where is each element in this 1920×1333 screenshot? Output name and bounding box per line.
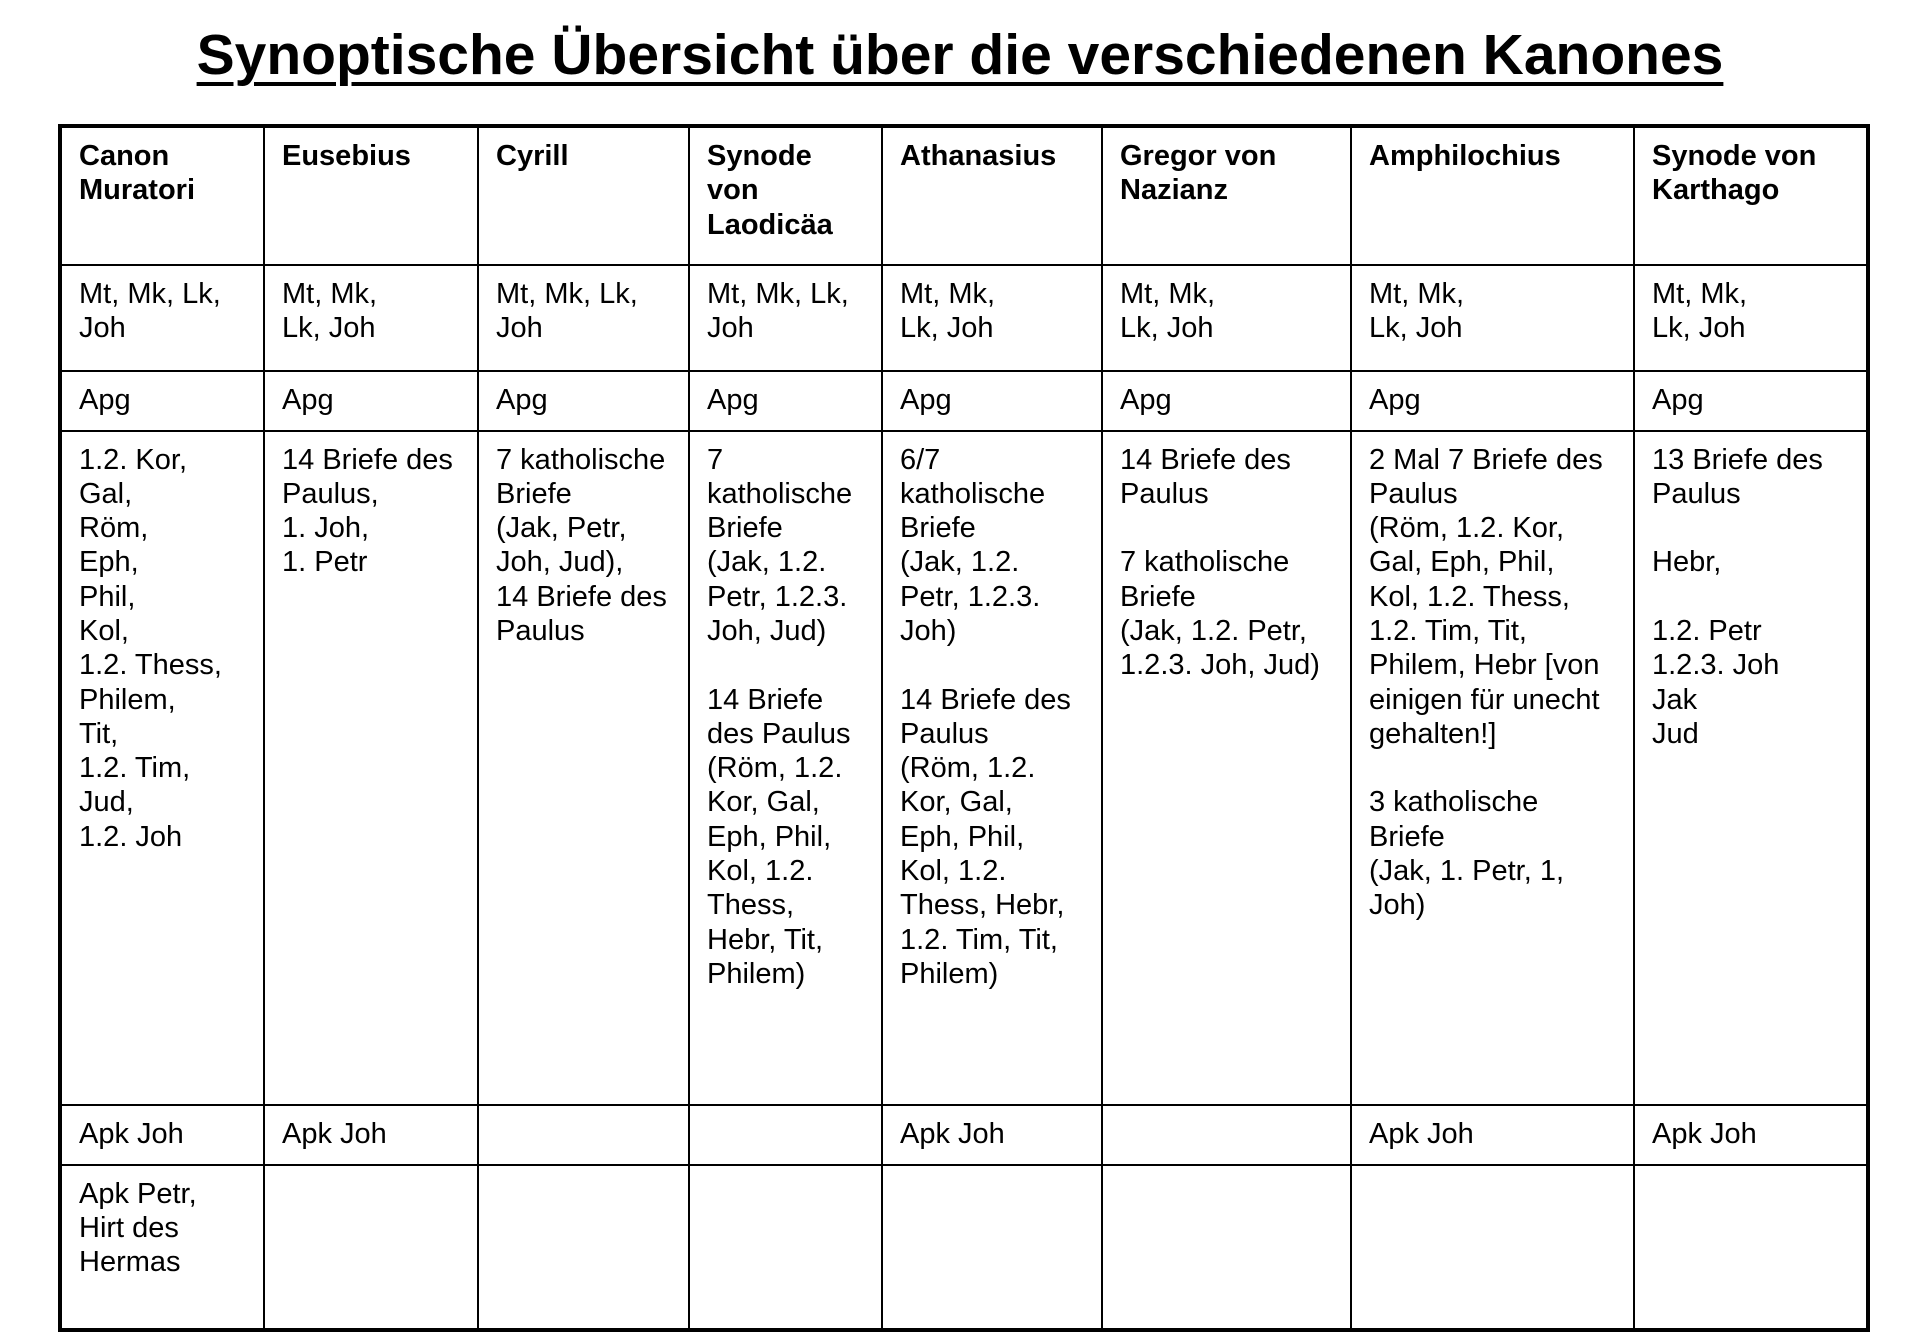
table-cell: Apg [478, 371, 689, 430]
column-header-synode-laodicaea: Synode von Laodicäa [689, 126, 882, 265]
table-cell: Apk Joh [60, 1105, 264, 1164]
table-cell: 7 katholische Briefe (Jak, Petr, Joh, Jud), 14 Briefe des Paulus [478, 431, 689, 1106]
table-cell [478, 1105, 689, 1164]
column-header-canon-muratori: Canon Muratori [60, 126, 264, 265]
acts-row [60, 371, 1868, 430]
table-cell: Apk Petr, Hirt des Hermas [60, 1165, 264, 1330]
table-cell [264, 1165, 478, 1330]
table-cell: Mt, Mk, Lk, Joh [1634, 265, 1868, 371]
canon-comparison-table [58, 124, 1870, 1332]
table-cell: Apg [1634, 371, 1868, 430]
gospels-row [60, 265, 1868, 371]
table-cell: Apk Joh [264, 1105, 478, 1164]
table-cell [1351, 1165, 1634, 1330]
page-title: Synoptische Übersicht über die verschiedenen Kanones [196, 23, 1724, 87]
column-header-gregor-von-nazianz: Gregor von Nazianz [1102, 126, 1351, 265]
table-cell: Mt, Mk, Lk, Joh [264, 265, 478, 371]
column-header-synode-karthago: Synode von Karthago [1634, 126, 1868, 265]
header-row [60, 126, 1868, 265]
table-cell: 2 Mal 7 Briefe des Paulus (Röm, 1.2. Kor, Gal, Eph, Phil, Kol, 1.2. Thess, 1.2. Tim, Tit, Philem, Hebr [von einigen für unecht gehalten!] 3 katholische Briefe (Jak, 1. Petr, 1, Joh) [1351, 431, 1634, 1106]
table-cell [1634, 1165, 1868, 1330]
table-cell: Apg [689, 371, 882, 430]
column-header-athanasius: Athanasius [882, 126, 1102, 265]
table-cell: Apg [60, 371, 264, 430]
table-cell: Apk Joh [1351, 1105, 1634, 1164]
table-cell: Apg [1351, 371, 1634, 430]
table-cell: Mt, Mk, Lk, Joh [60, 265, 264, 371]
table-cell [1102, 1105, 1351, 1164]
table-cell: Mt, Mk, Lk, Joh [882, 265, 1102, 371]
table-cell [882, 1165, 1102, 1330]
table-cell: 1.2. Kor, Gal, Röm, Eph, Phil, Kol, 1.2. Thess, Philem, Tit, 1.2. Tim, Jud, 1.2. Joh [60, 431, 264, 1106]
table-cell: Apg [882, 371, 1102, 430]
table-cell: Apk Joh [882, 1105, 1102, 1164]
table-cell: 14 Briefe des Paulus, 1. Joh, 1. Petr [264, 431, 478, 1106]
table-cell: 13 Briefe des Paulus Hebr, 1.2. Petr 1.2.3. Joh Jak Jud [1634, 431, 1868, 1106]
table-cell: Apg [1102, 371, 1351, 430]
column-header-cyrill: Cyrill [478, 126, 689, 265]
table-cell: Mt, Mk, Lk, Joh [689, 265, 882, 371]
table-cell: 6/7 katholische Briefe (Jak, 1.2. Petr, 1.2.3. Joh) 14 Briefe des Paulus (Röm, 1.2. Kor, Gal, Eph, Phil, Kol, 1.2. Thess, Hebr, 1.2. Tim, Tit, Philem) [882, 431, 1102, 1106]
column-header-amphilochius: Amphilochius [1351, 126, 1634, 265]
apocalypse-row [60, 1105, 1868, 1164]
table-cell [689, 1105, 882, 1164]
table-cell [1102, 1165, 1351, 1330]
table-cell: Apk Joh [1634, 1105, 1868, 1164]
table-cell: Mt, Mk, Lk, Joh [1102, 265, 1351, 371]
table-cell [689, 1165, 882, 1330]
table-cell: 7 katholische Briefe (Jak, 1.2. Petr, 1.2.3. Joh, Jud) 14 Briefe des Paulus (Röm, 1.2. Kor, Gal, Eph, Phil, Kol, 1.2. Thess, Hebr, Tit, Philem) [689, 431, 882, 1106]
column-header-eusebius: Eusebius [264, 126, 478, 265]
table-cell: Mt, Mk, Lk, Joh [1351, 265, 1634, 371]
table-cell: 14 Briefe des Paulus 7 katholische Briefe (Jak, 1.2. Petr, 1.2.3. Joh, Jud) [1102, 431, 1351, 1106]
table-cell [478, 1165, 689, 1330]
table-cell: Apg [264, 371, 478, 430]
table-cell: Mt, Mk, Lk, Joh [478, 265, 689, 371]
letters-row [60, 431, 1868, 1106]
other-writings-row [60, 1165, 1868, 1330]
